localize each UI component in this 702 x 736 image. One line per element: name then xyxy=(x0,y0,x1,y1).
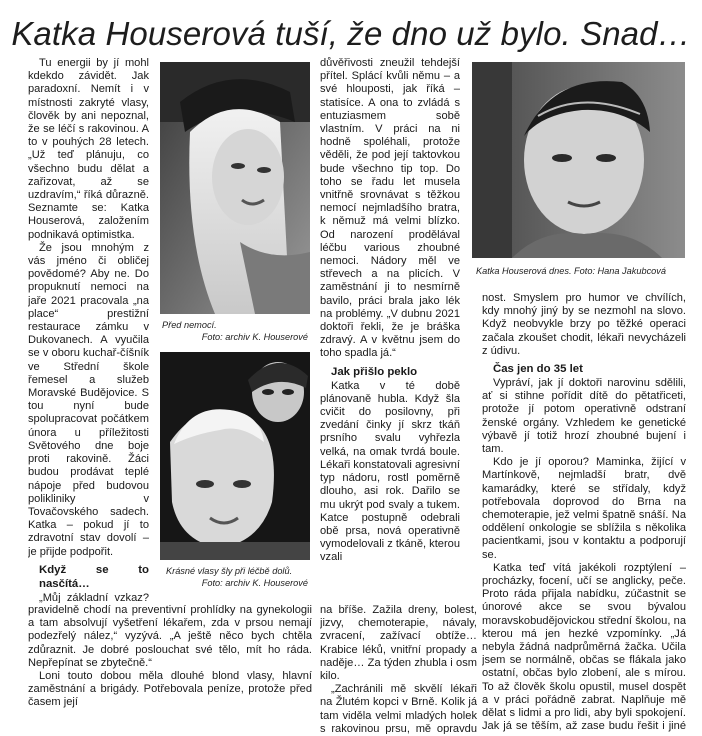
subheading: Jak přišlo peklo xyxy=(331,365,418,378)
caption-text: Katka Houserová dnes. Foto: Hana Jakubcová xyxy=(476,266,666,276)
paragraph: důvěřivosti zneužil tehdejší přítel. Splácí kvůli němu – a své hlouposti, jak říká – statisíce. A ona to zvládá s entuziasmem sobě vlastním. V práci na ni hodně spoléhali, protože věděli, že pod její taktovkou bude všechno tip top. Do toho se řadu let musela vnitřně srovnávat s těžkou nemocí nejmladšího bratra, k němuž má velmi blízko. Od narození prodělával léčbu various zhoubné nemoci. Nádory měl ve střevech a na plicích. V zaměstnání ji to nesmírně bavilo, práci brala jako lék na problémy. „V dubnu 2021 doktoři řekli, že je bráška zdravý. A v květnu jsem do toho spadla já.“ xyxy=(320,57,460,360)
photo-caption xyxy=(162,320,310,343)
photo-credit: Foto: archiv K. Houserové xyxy=(201,331,308,342)
paragraph: Katka teď vítá jakékoli rozptýlení – procházky, focení, učí se anglicky, peče. Proto ráda přijala nabídku, zúčastnit se únorové akce se svou bývalou moravskobudějovickou střední školou, na kterou má jen hezké vzpomínky. „Já nebyla žádná nadprůměrná žačka. Učila jsem se normálně, občas se flákala jako ostatní, občas bylo zlobení, ale s mírou. To až člověk školu opustil, musel dospět a v práci pořádně zabrat. Naplňuje mě dělat s lidmi a pro lidi, aby byli spokojení. Jak já se těším, až zase budu řešit i jiné xyxy=(482,561,686,733)
photo-caption xyxy=(166,566,310,589)
paragraph: pravidelně chodí na preventivní prohlídky na gynekologii a tam absolvují vyšetření lékařem, zda v prsou nemají podezřelý nález,“ vyzývá. „A ještě něco bych chtěla zdůraznit. Je dobré poslouchat své tělo, mít ho ráda. Nepřepínat se zbytečně.“ xyxy=(28,604,312,669)
subheading: Když se to nasčítá… xyxy=(39,563,149,590)
paragraph: Katka v té době plánovaně hubla. Když šla cvičit do posilovny, při zvedání činky jí skrz tkáň prsního svalu vyhřezla velká, na omak tvrdá boule. Lékaři konstatovali agresivní typ nádoru, rostl poměrně dlouho, asi rok. Dařilo se mu ukrýt pod svaly a tukem. Katce postupně odebrali obě prsa, nová operativně vymodelovali z tkáně, kterou vzali xyxy=(320,379,460,564)
paragraph: na bříše. Zažila dreny, bolest, jizvy, chemoterapie, návaly, zvracení, zažívací obtíže… Krabice léků, vnitřní propady a naděje… Za týden zhubla i osm kilo. xyxy=(320,604,477,683)
subheading: Čas jen do 35 let xyxy=(493,363,583,376)
photo-hair-lost xyxy=(160,352,310,560)
paragraph: Vypráví, jak jí doktoři narovinu sdělili, ať si stihne pořídit dítě do pětatřiceti, protože jí potom operativně odstraní ženské orgány. Vzhledem ke genetické výbavě jí totiž hrozí zhoubné bujení i tam. xyxy=(482,377,686,456)
text-row xyxy=(28,604,312,734)
paragraph: Tu energii by jí mohl kdekdo závidět. Jak paradoxní. Nemít i v místnosti zakryté vlasy, člověk by ani nepoznal, že se léčí s rakovinou. A to v pouhých 28 letech. „Už teď plánuju, co všechno budu dělat a zařizovat, až se uzdravím,“ říká důrazně. Seznamte se: Katka Houserová, založením podnikavá optimistka. xyxy=(28,57,149,241)
photo-caption xyxy=(476,266,688,278)
paragraph: Kdo je jí oporou? Maminka, žijící v Martínkově, nejmladší bratr, dvě kamarádky, které se střídaly, když potřebovala doprovod do Brna na chemoterapie, jež velmi špatně snáší. Na oddělení onkologie se sblížila s několika pacientkami, jsou v kontaktu a podporují se. xyxy=(482,456,686,561)
article-title: Katka Houserová tuší, že dno už bylo. Snad… xyxy=(11,15,691,52)
paragraph: Loni touto dobou měla dlouhé blond vlasy, hlavní zaměstnání a brigády. Potřebovala peníze, protože před časem její xyxy=(28,670,312,709)
photo-today xyxy=(472,62,685,258)
paragraph: „Zachránili mě skvělí lékaři na Žlutém kopci v Brně. Kolik já tam viděla velmi mladých holek s rakovinou prsu, mě opravdu xyxy=(320,683,477,734)
photo-before-illness xyxy=(160,62,310,314)
column-4 xyxy=(482,292,686,734)
column-3 xyxy=(320,57,460,603)
caption-text: Krásné vlasy šly při léčbě dolů. xyxy=(166,566,293,576)
paragraph: „Můj základní vzkaz? xyxy=(39,591,149,603)
paragraph: nost. Smyslem pro humor ve chvílích, kdy mnohý jiný by se nezmohl na slovo. Když neobvykle brzy po těžké operaci začala zkoušet chodit, lékaři nevycházeli z údivu. xyxy=(482,292,686,357)
paragraph: Že jsou mnohým z vás jméno či obličej povědomé? Aby ne. Do propuknutí nemoci na jaře 2021 pracovala „na place“ prestižní restaurace zámku v Dukovanech. A vyučila se v oboru kuchař-číšník ve Střední škole řemesel a služeb Moravské Budějovice. S tou nyní bude spolupracovat počátkem února u příležitosti Světového dne boje proti rakovině. Žáci budou prodávat teplé nápoje před budovou polikliniky v Tovačovského sadech. Katka – pokud jí to zdravotní stav dovolí – je přijde podpořit. xyxy=(28,241,149,558)
text-row xyxy=(320,604,477,734)
caption-text: Před nemocí. xyxy=(162,320,217,330)
column-1 xyxy=(28,57,149,603)
photo-credit: Foto: archiv K. Houserové xyxy=(201,577,308,588)
